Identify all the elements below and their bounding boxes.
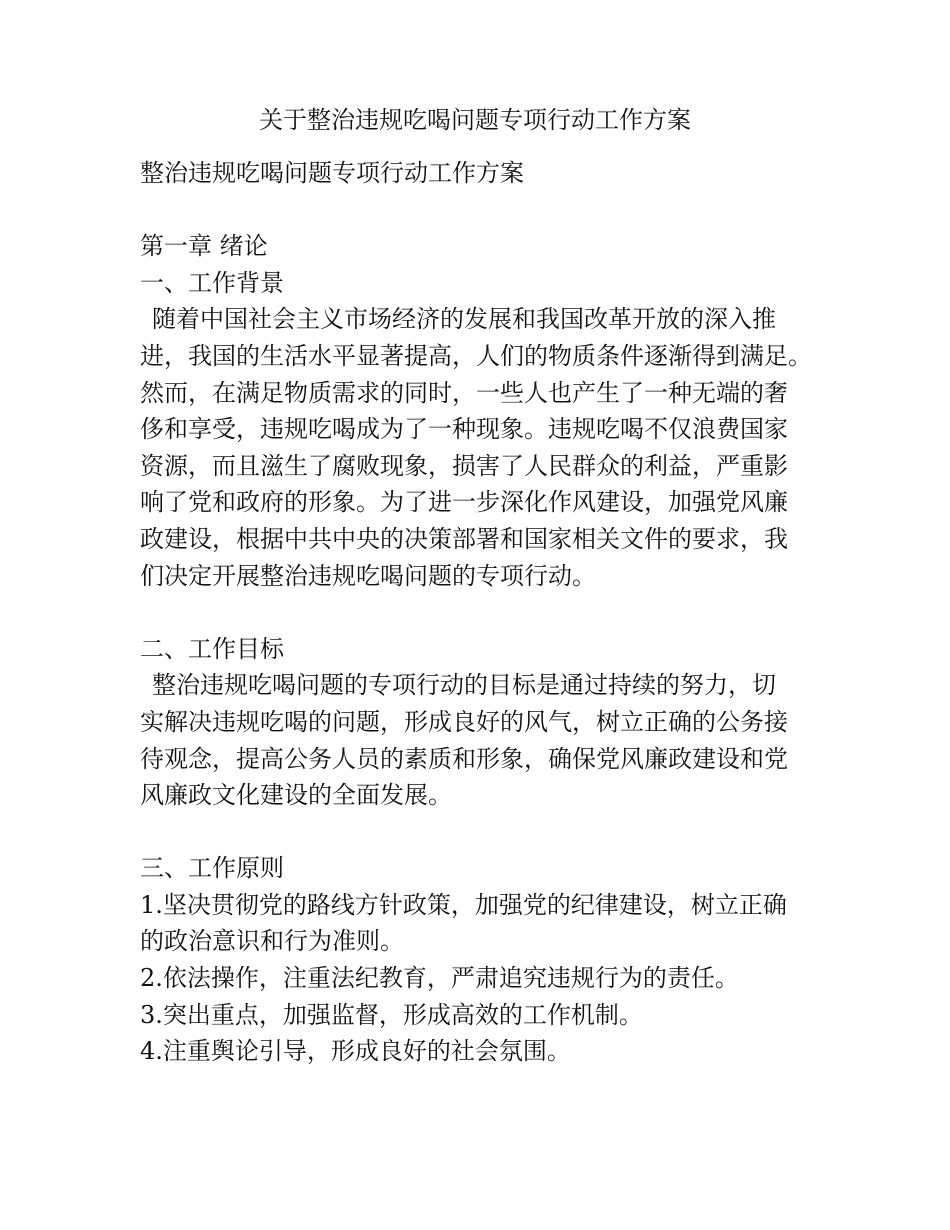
paragraph-line: 风廉政文化建设的全面发展。 (140, 781, 452, 810)
blank-line (140, 192, 830, 229)
paragraph-line: 进，我国的生活水平显著提高，人们的物质条件逐渐得到满足。 (140, 341, 812, 370)
list-item-line: 的政治意识和行为准则。 (140, 927, 404, 956)
paragraph-line: 资源，而且滋生了腐败现象，损害了人民群众的利益，严重影 (140, 451, 788, 480)
paragraph-line: 随着中国社会主义市场经济的发展和我国改革开放的深入推 (152, 305, 776, 334)
chapter-heading: 第一章 绪论 (140, 232, 268, 261)
paragraph-line: 侈和享受，违规吃喝成为了一种现象。违规吃喝不仅浪费国家 (140, 415, 788, 444)
blank-line (140, 814, 830, 851)
paragraph-line: 们决定开展整治违规吃喝问题的专项行动。 (140, 561, 596, 590)
paragraph-line: 整治违规吃喝问题的专项行动的目标是通过持续的努力，切 (152, 671, 776, 700)
list-item-line: 3.突出重点，加强监督，形成高效的工作机制。 (140, 1000, 643, 1029)
paragraph-line: 待观念，提高公务人员的素质和形象，确保党风廉政建设和党 (140, 744, 788, 773)
paragraph-line: 政建设，根据中共中央的决策部署和国家相关文件的要求，我 (140, 524, 788, 553)
section-heading-background: 一、工作背景 (140, 268, 284, 297)
section-heading-principles: 三、工作原则 (140, 854, 284, 883)
list-item-line: 2.依法操作，注重法纪教育，严肃追究违规行为的责任。 (140, 964, 739, 993)
list-item-line: 4.注重舆论引导，形成良好的社会氛围。 (140, 1037, 571, 1066)
paragraph-line: 然而，在满足物质需求的同时，一些人也产生了一种无端的奢 (140, 378, 788, 407)
document-subtitle: 整治违规吃喝问题专项行动工作方案 (140, 159, 524, 187)
blank-line (140, 594, 830, 631)
list-item-line: 1.坚决贯彻党的路线方针政策，加强党的纪律建设，树立正确 (140, 890, 787, 919)
paragraph-line: 实解决违规吃喝的问题，形成良好的风气，树立正确的公务接 (140, 707, 788, 736)
document-title: 关于整治违规吃喝问题专项行动工作方案 (259, 106, 691, 134)
paragraph-line: 响了党和政府的形象。为了进一步深化作风建设，加强党风廉 (140, 488, 788, 517)
document-body (140, 155, 830, 1070)
section-heading-goals: 二、工作目标 (140, 634, 284, 663)
